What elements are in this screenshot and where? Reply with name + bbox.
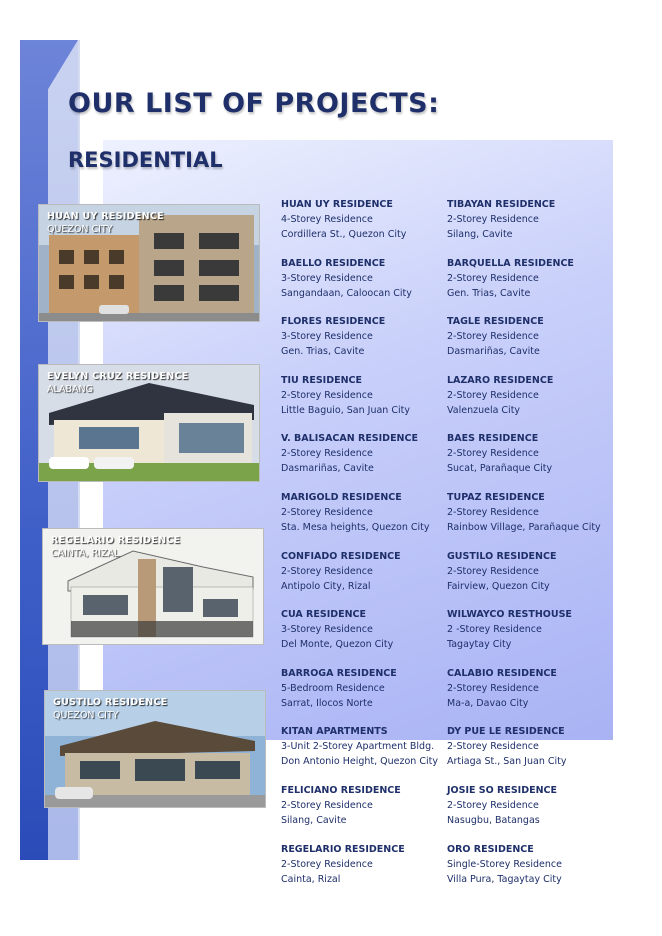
project-name: CONFIADO RESIDENCE	[281, 550, 401, 562]
project-name: DY PUE LE RESIDENCE	[447, 726, 565, 738]
list-item	[447, 843, 617, 902]
project-name: WILWAYCO RESTHOUSE	[447, 609, 572, 621]
project-location: Tagaytay City	[447, 639, 512, 651]
photo-caption-name: REGELARIO RESIDENCE	[51, 535, 181, 546]
project-type: 2-Storey Residence	[447, 741, 539, 753]
project-location: Silang, Cavite	[281, 814, 347, 826]
list-item	[281, 608, 451, 667]
project-name: FLORES RESIDENCE	[281, 316, 386, 328]
project-location: Dasmariñas, Cavite	[447, 346, 540, 358]
project-name: LAZARO RESIDENCE	[447, 374, 554, 386]
photo-caption-location: ALABANG	[47, 384, 93, 395]
photo-caption-name: GUSTILO RESIDENCE	[53, 697, 168, 708]
project-name: CALABIO RESIDENCE	[447, 667, 557, 679]
project-photo-evelyn-cruz	[38, 364, 260, 482]
project-location: Artiaga St., San Juan City	[447, 756, 567, 768]
list-item	[447, 315, 617, 374]
list-item	[281, 257, 451, 316]
project-type: 2 -Storey Residence	[447, 624, 542, 636]
photo-caption	[47, 210, 164, 236]
list-item	[447, 491, 617, 550]
project-type: 2-Storey Residence	[281, 389, 373, 401]
project-name: CUA RESIDENCE	[281, 609, 367, 621]
project-location: Little Baguio, San Juan City	[281, 404, 410, 416]
list-item	[281, 432, 451, 491]
list-item	[281, 315, 451, 374]
project-type: 2-Storey Residence	[447, 331, 539, 343]
project-type: 2-Storey Residence	[281, 858, 373, 870]
project-name: TAGLE RESIDENCE	[447, 316, 544, 328]
project-location: Nasugbu, Batangas	[447, 814, 540, 826]
project-type: 4-Storey Residence	[281, 214, 373, 225]
project-location: Silang, Cavite	[447, 229, 513, 240]
photo-caption	[51, 534, 180, 560]
photo-caption-location: QUEZON CITY	[47, 224, 113, 235]
list-item	[281, 198, 451, 257]
project-type: Single-Storey Residence	[447, 858, 562, 870]
project-name: V. BALISACAN RESIDENCE	[281, 433, 418, 445]
project-name: TUPAZ RESIDENCE	[447, 491, 545, 503]
project-name: JOSIE SO RESIDENCE	[447, 784, 557, 796]
project-type: 2-Storey Residence	[281, 799, 373, 811]
projects-column-right	[447, 198, 617, 901]
project-name: BAES RESIDENCE	[447, 433, 539, 445]
project-name: TIU RESIDENCE	[281, 374, 363, 386]
project-location: Rainbow Village, Parañaque City	[447, 521, 601, 533]
list-item	[281, 491, 451, 550]
project-type: 5-Bedroom Residence	[281, 682, 385, 694]
project-location: Gen. Trias, Cavite	[281, 346, 365, 358]
project-type: 3-Unit 2-Storey Apartment Bldg.	[281, 741, 435, 753]
project-type: 2-Storey Residence	[447, 448, 539, 460]
list-item	[447, 198, 617, 257]
photo-caption	[47, 370, 189, 396]
project-type: 2-Storey Residence	[447, 214, 539, 225]
project-type: 2-Storey Residence	[281, 565, 373, 577]
list-item	[447, 667, 617, 726]
project-location: Valenzuela City	[447, 404, 521, 416]
projects-column-left	[281, 198, 451, 901]
project-photo-regelario	[42, 528, 264, 645]
list-item	[447, 432, 617, 491]
project-location: Don Antonio Height, Quezon City	[281, 756, 438, 768]
project-name: HUAN UY RESIDENCE	[281, 199, 393, 210]
project-location: Fairview, Quezon City	[447, 580, 550, 592]
photo-caption-name: EVELYN CRUZ RESIDENCE	[47, 371, 189, 382]
project-name: GUSTILO RESIDENCE	[447, 550, 557, 562]
project-type: 2-Storey Residence	[447, 565, 539, 577]
project-location: Sangandaan, Caloocan City	[281, 287, 412, 299]
project-type: 2-Storey Residence	[447, 799, 539, 811]
project-name: BARROGA RESIDENCE	[281, 667, 397, 679]
project-location: Antipolo City, Rizal	[281, 580, 371, 592]
project-location: Villa Pura, Tagaytay City	[447, 873, 562, 885]
project-location: Cainta, Rizal	[281, 873, 341, 885]
photo-caption-name: HUAN UY RESIDENCE	[47, 211, 164, 222]
project-type: 3-Storey Residence	[281, 331, 373, 343]
list-item	[447, 725, 617, 784]
project-name: REGELARIO RESIDENCE	[281, 843, 405, 855]
project-name: ORO RESIDENCE	[447, 843, 534, 855]
project-type: 2-Storey Residence	[447, 506, 539, 518]
project-name: BAELLO RESIDENCE	[281, 257, 386, 269]
project-type: 2-Storey Residence	[447, 389, 539, 401]
page-title: OUR LIST OF PROJECTS:	[68, 88, 440, 119]
project-name: FELICIANO RESIDENCE	[281, 784, 401, 796]
project-type: 2-Storey Residence	[447, 272, 539, 284]
photo-caption-location: CAINTA, RIZAL	[51, 548, 120, 559]
project-type: 3-Storey Residence	[281, 272, 373, 284]
project-location: Gen. Trias, Cavite	[447, 287, 531, 299]
project-location: Sta. Mesa heights, Quezon City	[281, 521, 430, 533]
project-type: 3-Storey Residence	[281, 624, 373, 636]
project-type: 2-Storey Residence	[447, 682, 539, 694]
project-location: Cordillera St., Quezon City	[281, 229, 407, 240]
list-item	[447, 374, 617, 433]
project-name: TIBAYAN RESIDENCE	[447, 199, 556, 210]
photo-caption-location: QUEZON CITY	[53, 710, 119, 721]
project-location: Sucat, Parañaque City	[447, 463, 553, 475]
photo-caption	[53, 696, 168, 722]
project-photo-huan-uy	[38, 204, 260, 322]
list-item	[281, 725, 451, 784]
list-item	[281, 843, 451, 902]
list-item	[281, 667, 451, 726]
project-location: Sarrat, Ilocos Norte	[281, 697, 373, 709]
list-item	[447, 550, 617, 609]
project-name: BARQUELLA RESIDENCE	[447, 257, 574, 269]
project-type: 2-Storey Residence	[281, 506, 373, 518]
project-location: Dasmariñas, Cavite	[281, 463, 374, 475]
project-location: Ma-a, Davao City	[447, 697, 529, 709]
project-location: Del Monte, Quezon City	[281, 639, 394, 651]
list-item	[447, 608, 617, 667]
section-title: RESIDENTIAL	[68, 148, 223, 172]
project-photo-gustilo	[44, 690, 266, 808]
list-item	[447, 784, 617, 843]
project-name: KITAN APARTMENTS	[281, 726, 388, 738]
project-name: MARIGOLD RESIDENCE	[281, 491, 402, 503]
list-item	[281, 784, 451, 843]
project-type: 2-Storey Residence	[281, 448, 373, 460]
list-item	[281, 374, 451, 433]
list-item	[447, 257, 617, 316]
list-item	[281, 550, 451, 609]
